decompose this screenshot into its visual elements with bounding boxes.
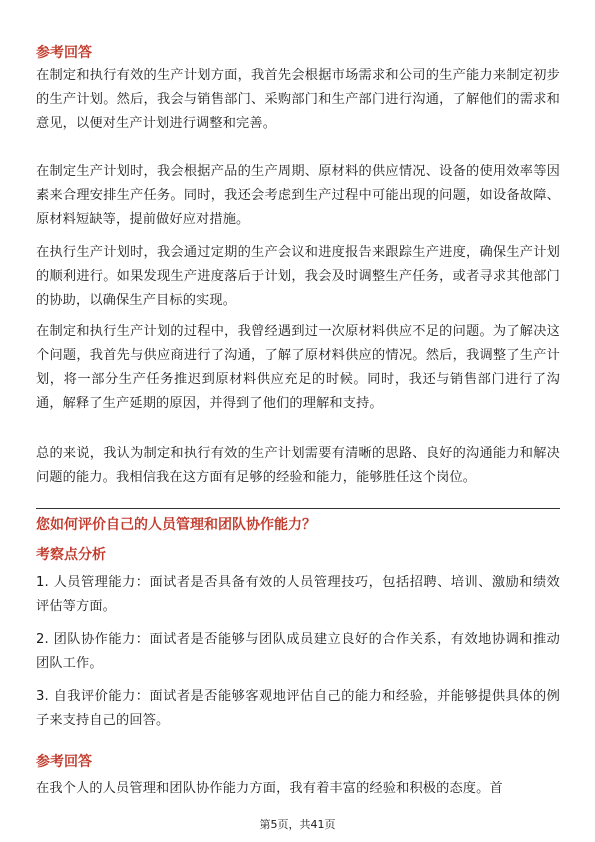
paragraph-text: 在制定生产计划时，我会根据产品的生产周期、原材料的供应情况、设备的使用效率等因素来合理安排生产任务。同时，我还会考虑到生产过程中可能出现的问题，如设备故障、原材料短缺等，提前做好应对措施。 [36,164,560,227]
question-block [36,516,560,534]
answer-paragraph [36,160,560,232]
point-text: 3. 自我评价能力：面试者是否能够客观地评估自己的能力和经验，并能够提供具体的例子来支持自己的回答。 [36,689,560,728]
analysis-point [36,628,560,676]
paragraph-text: 在制定和执行生产计划的过程中，我曾经遇到过一次原材料供应不足的问题。为了解决这个问题，我首先与供应商进行了沟通，了解了原材料供应的情况。然后，我调整了生产计划，将一部分生产任务推迟到原材料供应充足的时候。同时，我还与销售部门进行了沟通，解释了生产延期的原因，并得到了他们的理解和支持。 [36,324,560,411]
section-heading: 考察点分析 [36,547,106,563]
paragraph-text: 总的来说，我认为制定和执行有效的生产计划需要有清晰的思路、良好的沟通能力和解决问题的能力。我相信我在这方面有足够的经验和能力，能够胜任这个岗位。 [36,446,560,485]
paragraph-text: 在我个人的人员管理和团队协作能力方面，我有着丰富的经验和积极的态度。首 [36,781,503,796]
answer-paragraph [36,64,560,136]
page-footer [0,816,595,832]
answer-paragraph [36,442,560,490]
section-heading: 参考回答 [36,45,92,61]
section-divider [36,508,560,509]
page-number: 第5页，共41页 [259,818,336,831]
answer-paragraph [36,241,560,313]
question-title: 您如何评价自己的人员管理和团队协作能力？ [36,517,316,533]
paragraph-text: 在制定和执行有效的生产计划方面，我首先会根据市场需求和公司的生产能力来制定初步的生产计划。然后，我会与销售部门、采购部门和生产部门进行沟通，了解他们的需求和意见，以便对生产计划进行调整和完善。 [36,68,560,131]
section-heading: 参考回答 [36,754,92,770]
paragraph-text: 在执行生产计划时，我会通过定期的生产会议和进度报告来跟踪生产进度，确保生产计划的顺利进行。如果发现生产进度落后于计划，我会及时调整生产任务，或者寻求其他部门的协助，以确保生产目标的实现。 [36,245,560,308]
point-text: 2. 团队协作能力：面试者是否能够与团队成员建立良好的合作关系，有效地协调和推动团队工作。 [36,632,560,671]
analysis-heading [36,546,560,564]
answer-heading [36,44,560,62]
answer-paragraph [36,777,560,801]
point-text: 1. 人员管理能力：面试者是否具备有效的人员管理技巧，包括招聘、培训、激励和绩效评估等方面。 [36,575,560,614]
answer-heading [36,753,560,771]
analysis-point [36,571,560,619]
answer-paragraph [36,320,560,416]
analysis-point [36,685,560,733]
